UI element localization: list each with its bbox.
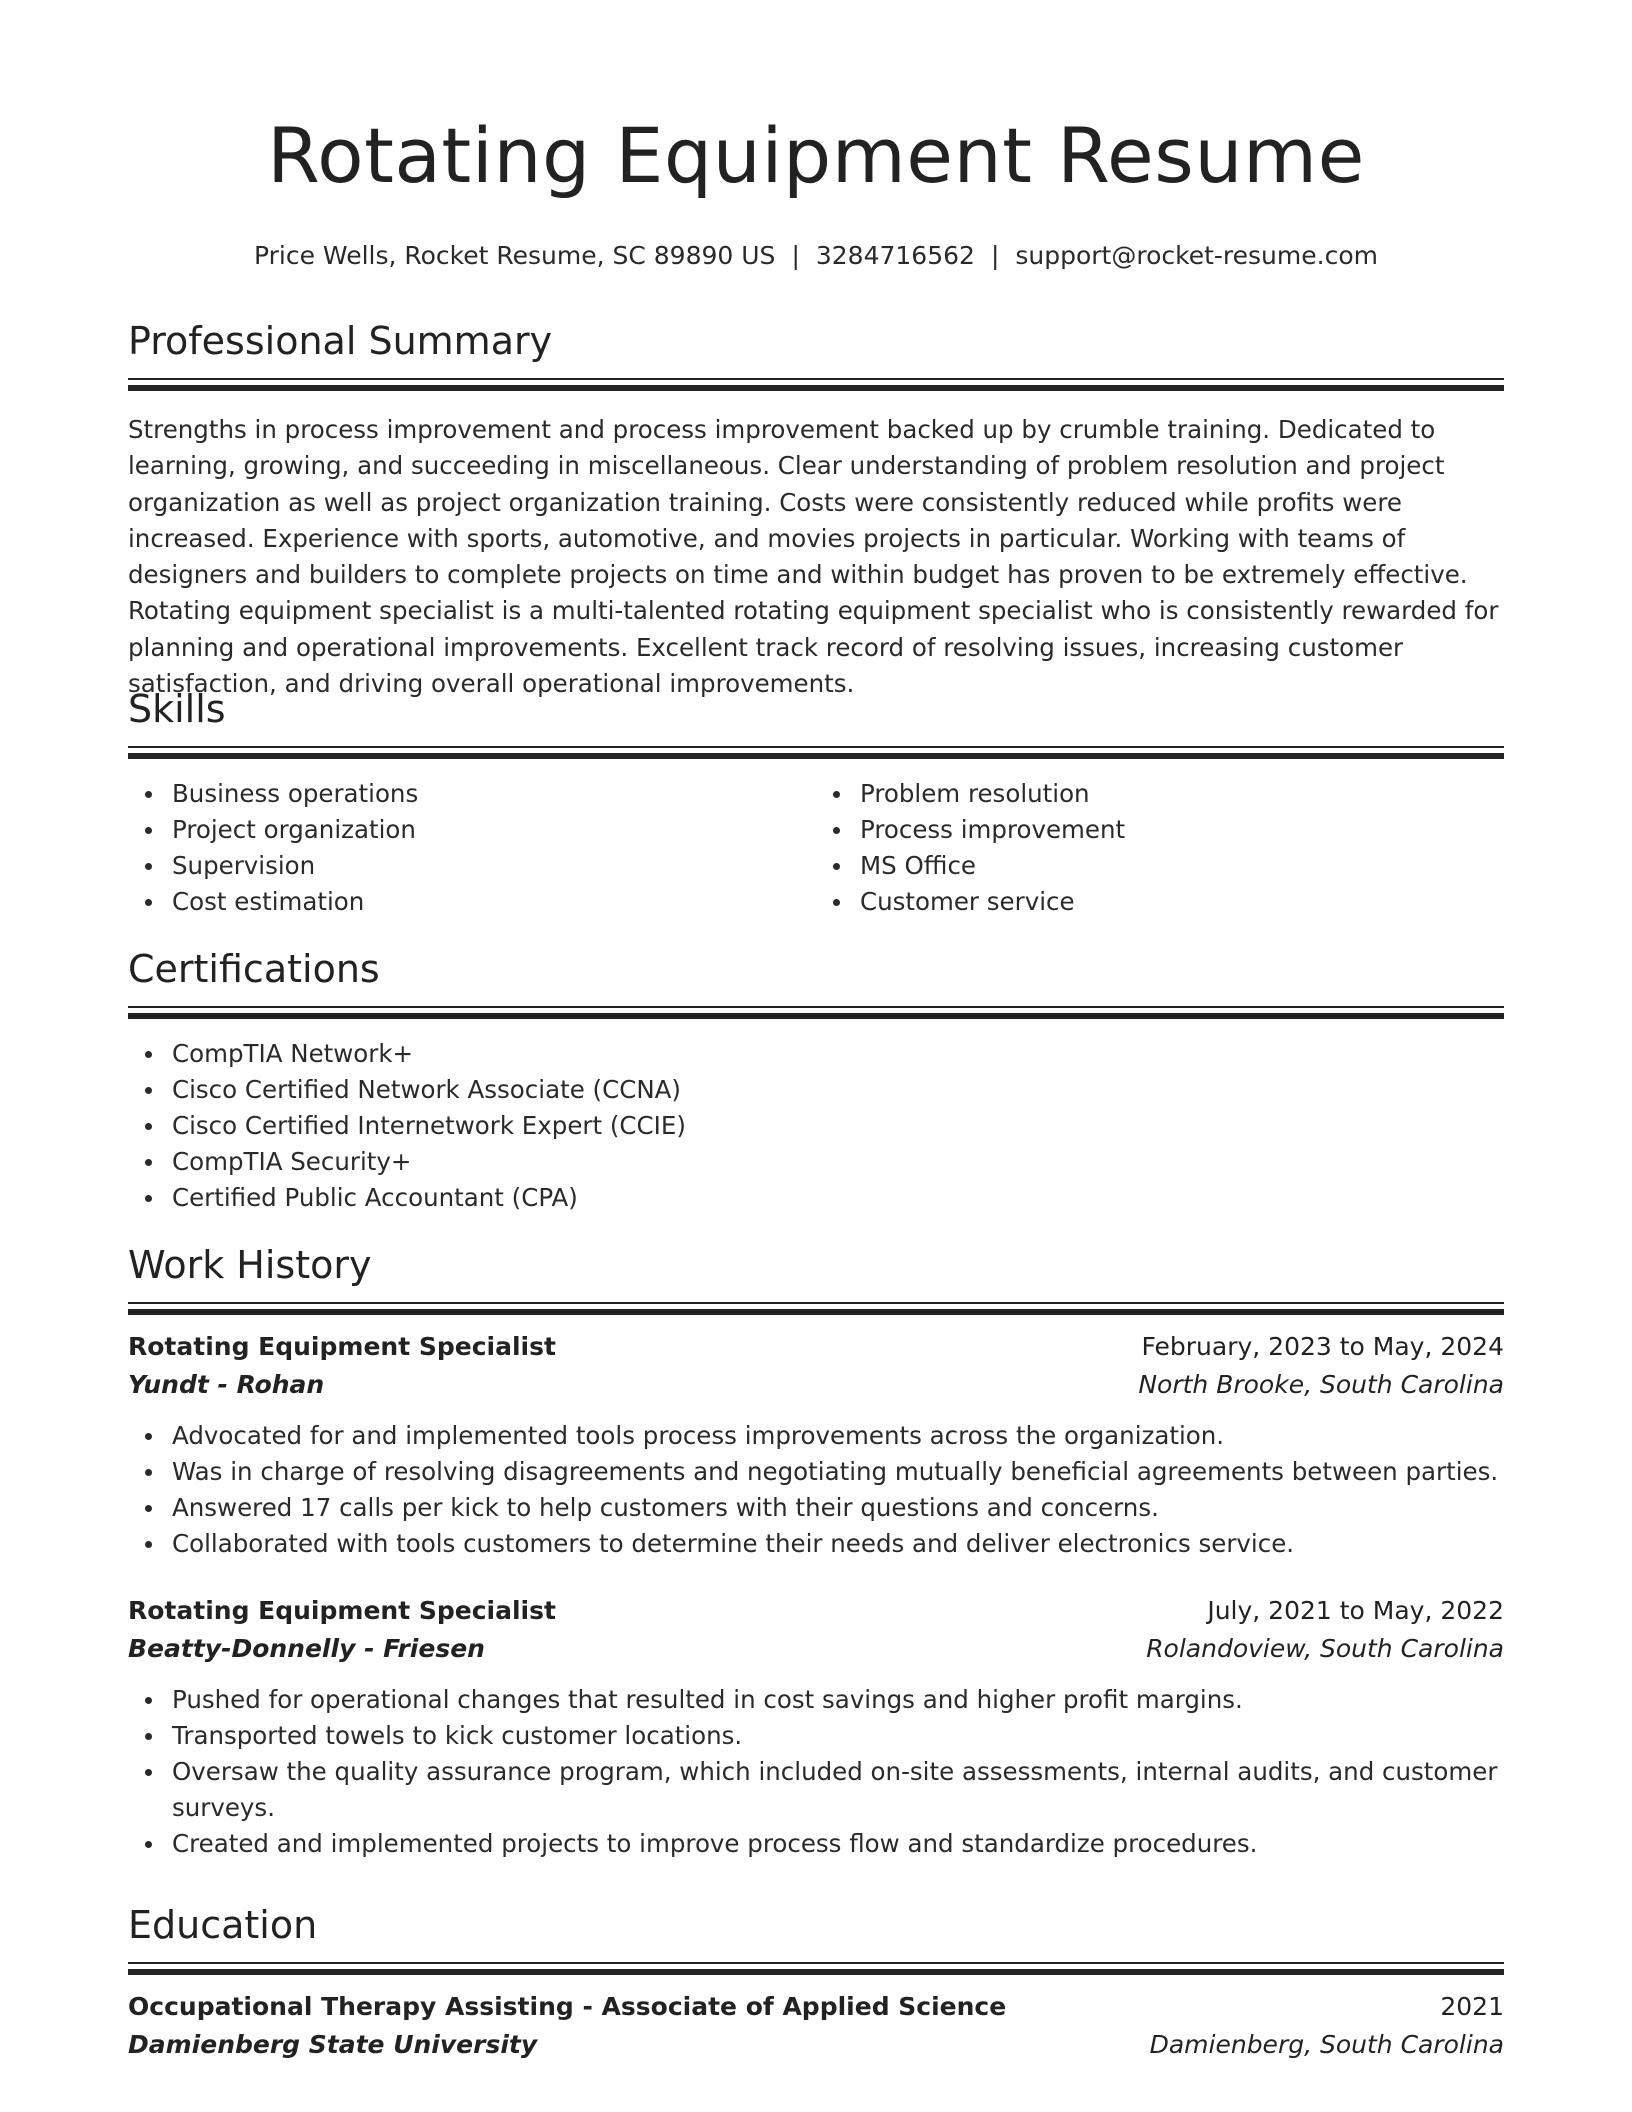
contact-line bbox=[128, 241, 1504, 271]
job-entry bbox=[128, 1592, 1504, 1862]
list-item: Cisco Certified Network Associate (CCNA) bbox=[172, 1072, 1504, 1108]
list-item: Transported towels to kick customer locations. bbox=[172, 1718, 1504, 1754]
job-location: Rolandoview, South Carolina bbox=[1146, 1634, 1504, 1663]
job-entry bbox=[128, 1328, 1504, 1562]
contact-address: Price Wells, Rocket Resume, SC 89890 US bbox=[254, 241, 776, 270]
list-item: Was in charge of resolving disagreements and negotiating mutually beneficial agreements between parties. bbox=[172, 1454, 1504, 1490]
list-item: Pushed for operational changes that resulted in cost savings and higher profit margins. bbox=[172, 1682, 1504, 1718]
list-item: CompTIA Network+ bbox=[172, 1036, 1504, 1072]
contact-phone: 3284716562 bbox=[815, 241, 975, 270]
skills-left-list bbox=[128, 776, 816, 920]
section-divider bbox=[128, 746, 1504, 760]
education-subheader bbox=[128, 2026, 1504, 2064]
section-heading: Professional Summary bbox=[128, 319, 553, 363]
job-dates: July, 2021 to May, 2022 bbox=[1207, 1596, 1504, 1625]
summary-text: Strengths in process improvement and process improvement backed up by crumble training. Dedicated to learning, growing, and succeeding in miscellaneous. Clear understanding of problem resolution and project organization as well as project organization training. Costs were consistently reduced while profits were increased. Experience with sports, automotive, and movies projects in particular. Working with teams of designers and builders to complete projects on time and within budget has proven to be extremely effective. Rotating equipment specialist is a multi-talented rotating equipment specialist who is consistently rewarded for planning and operational improvements. Excellent track record of resolving issues, increasing customer satisfaction, and driving overall operational improvements. bbox=[128, 415, 1499, 699]
list-item: Answered 17 calls per kick to help customers with their questions and concerns. bbox=[172, 1490, 1504, 1526]
list-item: Advocated for and implemented tools process improvements across the organization. bbox=[172, 1418, 1504, 1454]
list-item: Collaborated with tools customers to determine their needs and deliver electronics service. bbox=[172, 1526, 1504, 1562]
job-bullets bbox=[128, 1682, 1504, 1862]
education-section bbox=[128, 1903, 1504, 2064]
school-location: Damienberg, South Carolina bbox=[1149, 2030, 1504, 2059]
section-heading: Certifications bbox=[128, 947, 380, 991]
skills-columns bbox=[128, 776, 1504, 920]
section-divider bbox=[128, 1962, 1504, 1976]
list-item: MS Office bbox=[860, 848, 1504, 884]
job-dates: February, 2023 to May, 2024 bbox=[1141, 1332, 1504, 1361]
job-header bbox=[128, 1328, 1504, 1366]
section-heading: Skills bbox=[128, 687, 226, 731]
summary-section bbox=[128, 319, 1504, 702]
job-subheader bbox=[128, 1366, 1504, 1404]
section-heading: Work History bbox=[128, 1243, 372, 1287]
job-bullets bbox=[128, 1418, 1504, 1562]
list-item: Supervision bbox=[172, 848, 816, 884]
degree: Occupational Therapy Assisting - Associate of Applied Science bbox=[128, 1992, 1007, 2021]
education-header bbox=[128, 1988, 1504, 2026]
resume-title: Rotating Equipment Resume bbox=[267, 111, 1365, 200]
job-title: Rotating Equipment Specialist bbox=[128, 1332, 556, 1361]
section-heading: Education bbox=[128, 1903, 318, 1947]
job-employer: Beatty-Donnelly - Friesen bbox=[128, 1634, 485, 1663]
list-item: Business operations bbox=[172, 776, 816, 812]
section-divider bbox=[128, 1006, 1504, 1020]
graduation-year: 2021 bbox=[1440, 1992, 1504, 2021]
list-item: Cost estimation bbox=[172, 884, 816, 920]
list-item: Oversaw the quality assurance program, which included on-site assessments, internal audits, and customer surveys. bbox=[172, 1754, 1504, 1826]
work-history-section bbox=[128, 1243, 1504, 1862]
list-item: Certified Public Accountant (CPA) bbox=[172, 1180, 1504, 1216]
skills-section bbox=[128, 687, 1504, 920]
list-item: Cisco Certified Internetwork Expert (CCIE) bbox=[172, 1108, 1504, 1144]
list-item: Problem resolution bbox=[860, 776, 1504, 812]
list-item: Process improvement bbox=[860, 812, 1504, 848]
list-item: CompTIA Security+ bbox=[172, 1144, 1504, 1180]
school-name: Damienberg State University bbox=[128, 2030, 538, 2059]
job-location: North Brooke, South Carolina bbox=[1138, 1370, 1504, 1399]
education-entry bbox=[128, 1988, 1504, 2064]
job-subheader bbox=[128, 1630, 1504, 1668]
list-item: Project organization bbox=[172, 812, 816, 848]
list-item: Customer service bbox=[860, 884, 1504, 920]
job-employer: Yundt - Rohan bbox=[128, 1370, 325, 1399]
job-title: Rotating Equipment Specialist bbox=[128, 1596, 556, 1625]
skills-right-list bbox=[816, 776, 1504, 920]
contact-email: support@rocket-resume.com bbox=[1015, 241, 1378, 270]
certifications-section bbox=[128, 947, 1504, 1216]
certifications-list bbox=[128, 1036, 1504, 1216]
section-divider bbox=[128, 378, 1504, 392]
list-item: Created and implemented projects to improve process flow and standardize procedures. bbox=[172, 1826, 1504, 1862]
contact-separator: | bbox=[990, 241, 1000, 270]
section-divider bbox=[128, 1302, 1504, 1316]
contact-separator: | bbox=[791, 241, 800, 270]
job-header bbox=[128, 1592, 1504, 1630]
